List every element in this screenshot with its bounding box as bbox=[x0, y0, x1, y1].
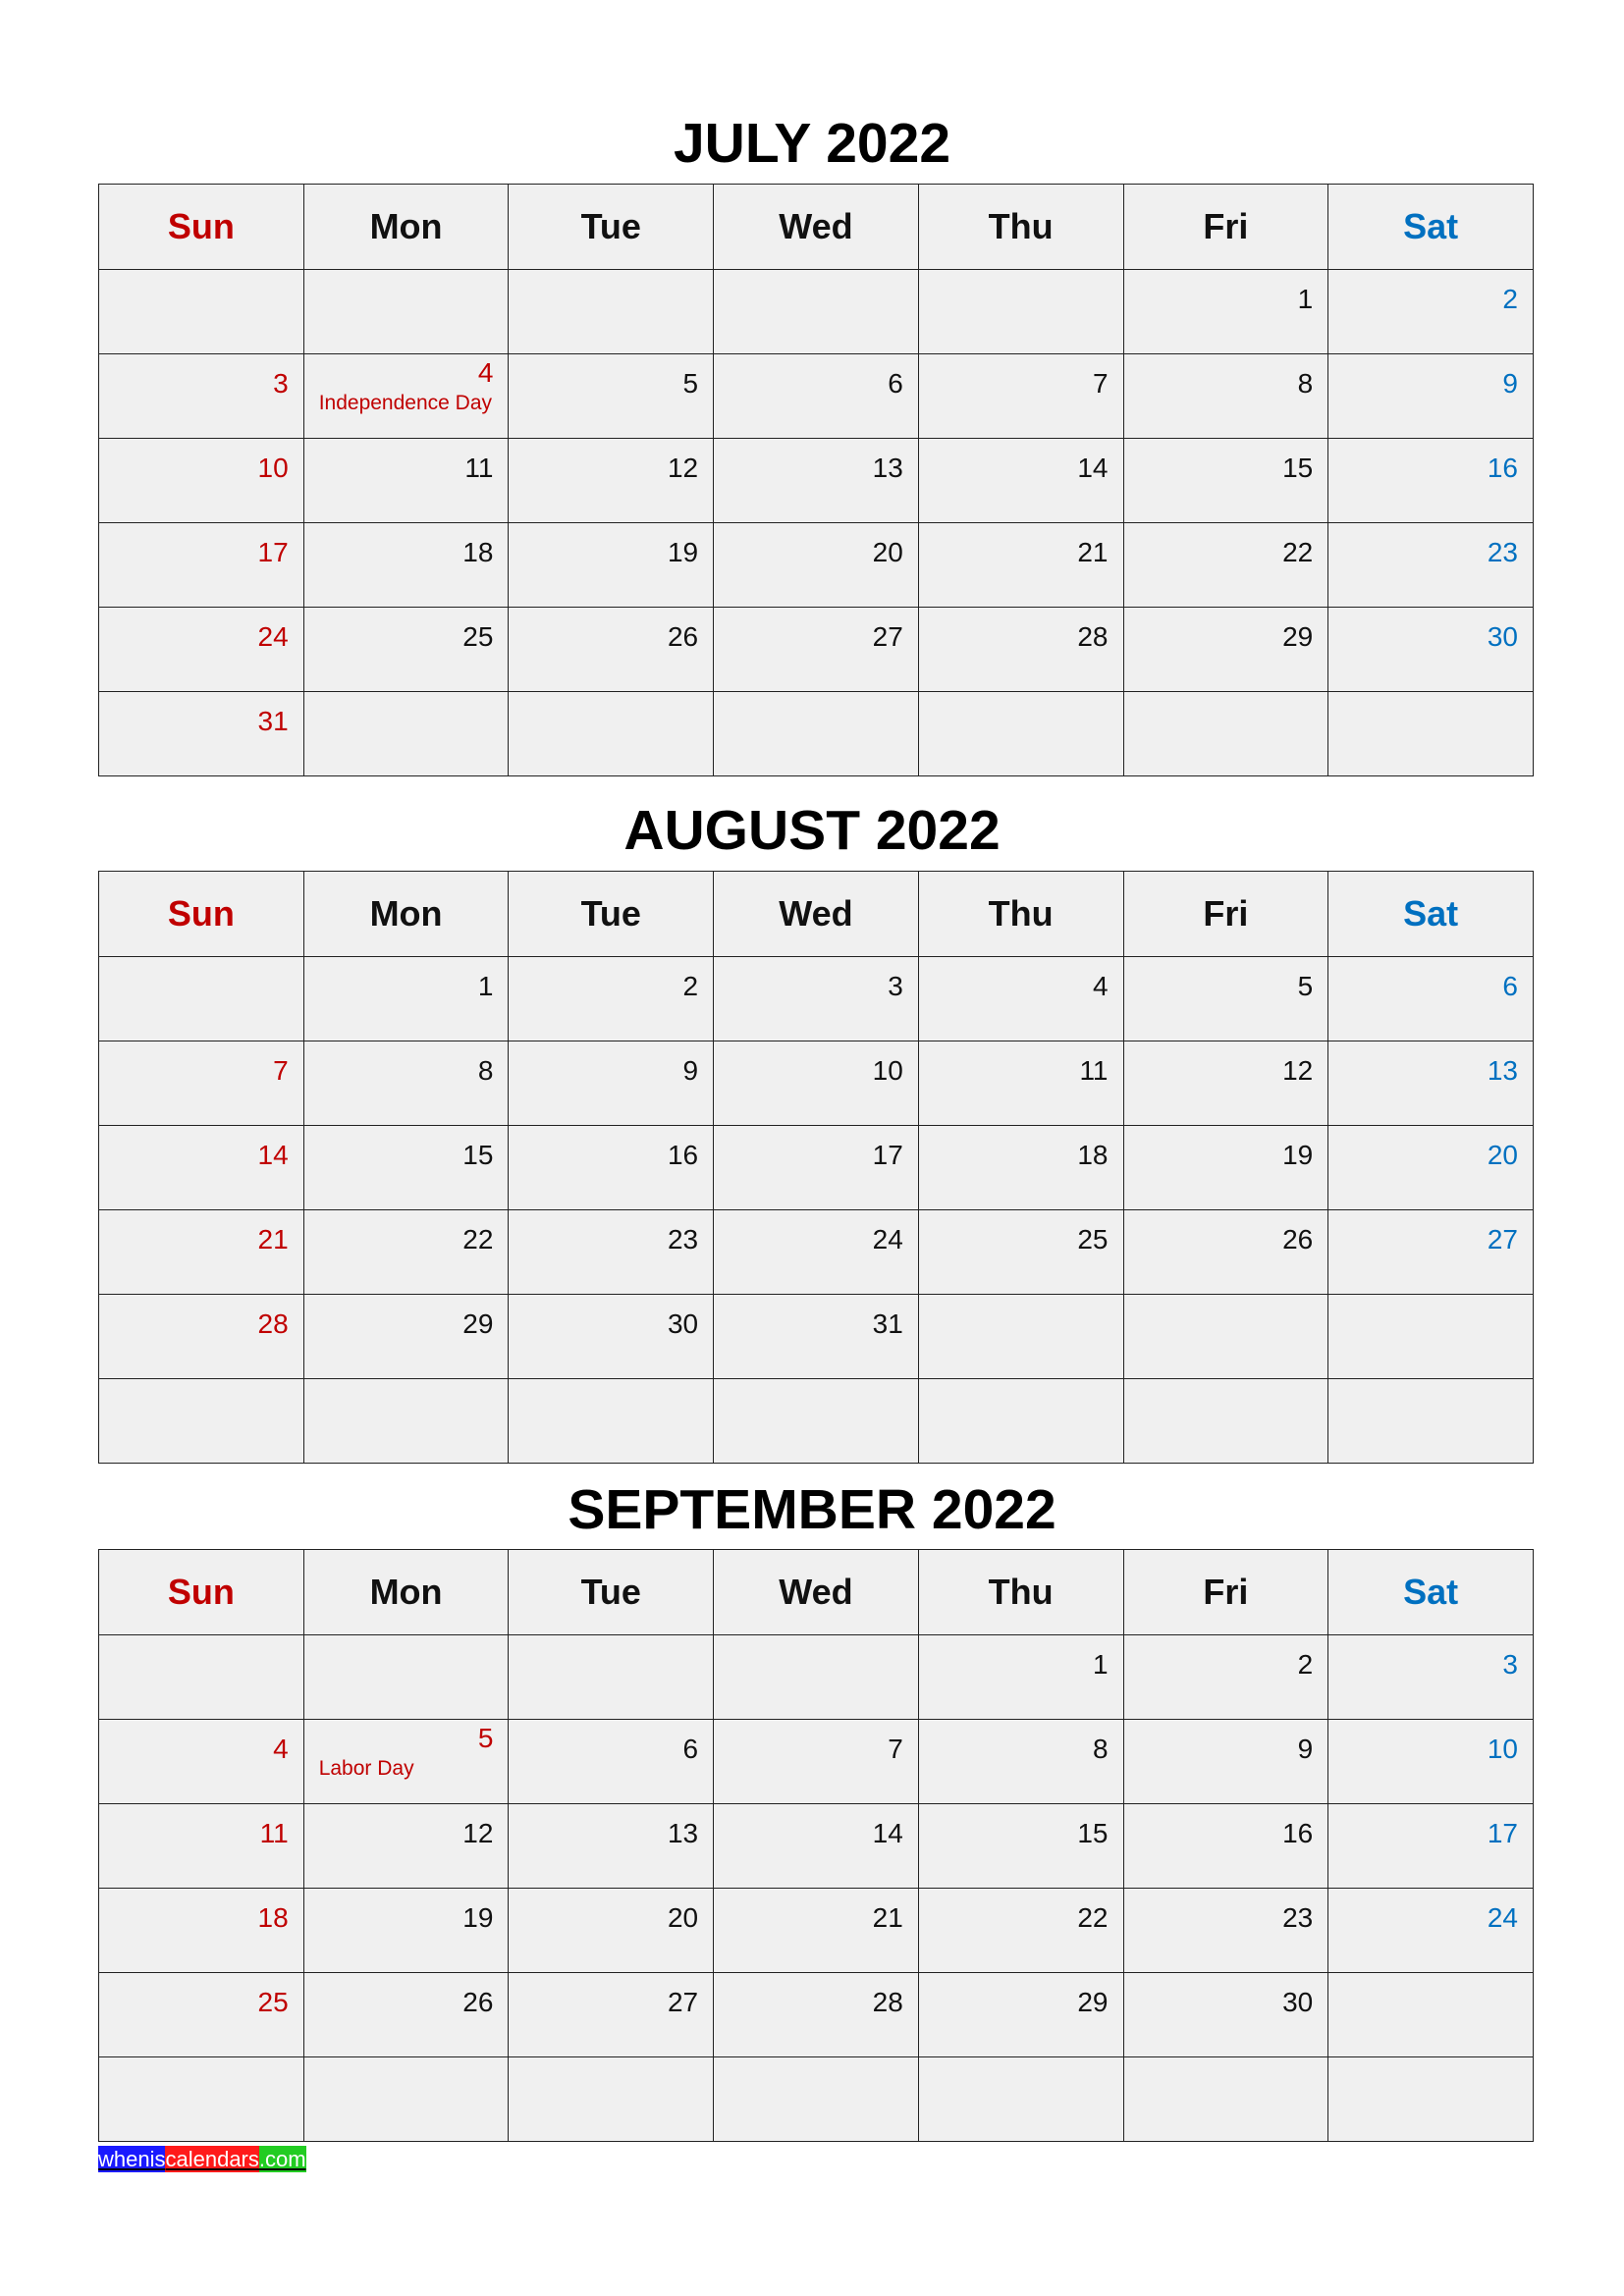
day-number: 26 bbox=[667, 621, 699, 652]
day-cell bbox=[1328, 2057, 1534, 2142]
day-number: 25 bbox=[257, 1987, 289, 2017]
week-row bbox=[99, 523, 1534, 608]
day-cell bbox=[714, 439, 919, 523]
day-cell bbox=[509, 1041, 714, 1126]
day-number: 15 bbox=[1077, 1818, 1109, 1848]
day-cell bbox=[303, 1041, 509, 1126]
month-grid bbox=[98, 871, 1534, 1464]
day-number: 5 bbox=[1297, 971, 1314, 1001]
day-number: 3 bbox=[273, 368, 289, 399]
week-row bbox=[99, 1126, 1534, 1210]
day-cell bbox=[99, 1889, 304, 1973]
day-cell bbox=[918, 1295, 1123, 1379]
day-number: 2 bbox=[1502, 284, 1518, 314]
day-number: 18 bbox=[462, 537, 494, 567]
day-cell bbox=[509, 1379, 714, 1464]
day-cell bbox=[714, 523, 919, 608]
day-number: 23 bbox=[1282, 1902, 1314, 1933]
day-number: 3 bbox=[1502, 1649, 1518, 1680]
day-number: 7 bbox=[1092, 368, 1109, 399]
weekday-header: Thu bbox=[918, 185, 1123, 270]
weekday-header: Mon bbox=[303, 185, 509, 270]
day-cell bbox=[303, 354, 509, 439]
day-cell bbox=[1328, 608, 1534, 692]
day-cell bbox=[1328, 692, 1534, 776]
weekday-header: Tue bbox=[509, 872, 714, 957]
day-number: 11 bbox=[259, 1818, 289, 1848]
day-number: 1 bbox=[477, 971, 494, 1001]
day-cell bbox=[303, 270, 509, 354]
day-number: 16 bbox=[667, 1140, 699, 1170]
day-cell bbox=[303, 1295, 509, 1379]
day-cell bbox=[714, 2057, 919, 2142]
day-number: 17 bbox=[1487, 1818, 1518, 1848]
week-row bbox=[99, 1295, 1534, 1379]
day-number: 30 bbox=[667, 1308, 699, 1339]
day-cell bbox=[1123, 1295, 1328, 1379]
weekday-header: Sat bbox=[1328, 185, 1534, 270]
day-cell bbox=[1328, 1041, 1534, 1126]
weekday-header: Sat bbox=[1328, 1550, 1534, 1635]
day-number: 14 bbox=[872, 1818, 903, 1848]
day-cell bbox=[714, 1126, 919, 1210]
week-row bbox=[99, 1973, 1534, 2057]
day-number: 15 bbox=[1282, 453, 1314, 483]
day-number: 20 bbox=[667, 1902, 699, 1933]
day-number: 13 bbox=[1487, 1055, 1518, 1086]
weekday-header: Mon bbox=[303, 872, 509, 957]
site-link-part-3: .com bbox=[258, 2147, 306, 2171]
day-cell bbox=[1123, 1210, 1328, 1295]
day-number: 14 bbox=[1077, 453, 1109, 483]
day-cell bbox=[918, 692, 1123, 776]
week-row bbox=[99, 1041, 1534, 1126]
day-number: 23 bbox=[1487, 537, 1518, 567]
day-number: 13 bbox=[667, 1818, 699, 1848]
day-number: 26 bbox=[462, 1987, 494, 2017]
day-number: 22 bbox=[1282, 537, 1314, 567]
day-cell bbox=[509, 1210, 714, 1295]
day-cell bbox=[1123, 523, 1328, 608]
week-row bbox=[99, 439, 1534, 523]
day-number: 9 bbox=[682, 1055, 699, 1086]
day-cell bbox=[99, 439, 304, 523]
day-cell bbox=[714, 1210, 919, 1295]
week-row bbox=[99, 1635, 1534, 1720]
day-cell bbox=[1328, 439, 1534, 523]
day-number: 10 bbox=[1487, 1734, 1518, 1764]
day-cell bbox=[714, 692, 919, 776]
day-cell bbox=[714, 1889, 919, 1973]
day-number: 24 bbox=[872, 1224, 903, 1255]
weekday-header: Fri bbox=[1123, 1550, 1328, 1635]
day-number: 26 bbox=[1282, 1224, 1314, 1255]
day-cell bbox=[714, 957, 919, 1041]
day-number: 2 bbox=[682, 971, 699, 1001]
day-number: 9 bbox=[1502, 368, 1518, 399]
day-cell bbox=[1328, 1295, 1534, 1379]
weekday-header: Tue bbox=[509, 185, 714, 270]
day-cell bbox=[509, 354, 714, 439]
day-number: 28 bbox=[1077, 621, 1109, 652]
day-cell bbox=[509, 1720, 714, 1804]
day-number: 29 bbox=[1077, 1987, 1109, 2017]
week-row bbox=[99, 692, 1534, 776]
weekday-header-row bbox=[99, 185, 1534, 270]
day-number: 16 bbox=[1282, 1818, 1314, 1848]
day-cell bbox=[99, 1720, 304, 1804]
day-number: 15 bbox=[462, 1140, 494, 1170]
day-number: 7 bbox=[273, 1055, 289, 1086]
day-number: 22 bbox=[462, 1224, 494, 1255]
day-cell bbox=[303, 1210, 509, 1295]
day-number: 27 bbox=[872, 621, 903, 652]
day-number: 12 bbox=[667, 453, 699, 483]
week-row bbox=[99, 1210, 1534, 1295]
day-cell bbox=[1328, 1889, 1534, 1973]
day-cell bbox=[918, 1210, 1123, 1295]
day-cell bbox=[303, 1889, 509, 1973]
day-number: 19 bbox=[667, 537, 699, 567]
day-cell bbox=[1123, 439, 1328, 523]
week-row bbox=[99, 957, 1534, 1041]
weekday-header: Sun bbox=[99, 872, 304, 957]
day-cell bbox=[303, 1804, 509, 1889]
day-number: 8 bbox=[1297, 368, 1314, 399]
day-number: 6 bbox=[682, 1734, 699, 1764]
day-number: 1 bbox=[1092, 1649, 1109, 1680]
day-number: 4 bbox=[477, 357, 494, 388]
day-cell bbox=[1123, 270, 1328, 354]
day-cell bbox=[714, 1635, 919, 1720]
day-cell bbox=[99, 1379, 304, 1464]
site-link[interactable] bbox=[98, 2146, 306, 2172]
day-cell bbox=[1328, 1973, 1534, 2057]
day-cell bbox=[303, 523, 509, 608]
day-cell bbox=[303, 1973, 509, 2057]
day-cell bbox=[714, 1379, 919, 1464]
day-cell bbox=[918, 2057, 1123, 2142]
day-cell bbox=[1328, 1379, 1534, 1464]
day-cell bbox=[99, 523, 304, 608]
day-cell bbox=[1123, 1889, 1328, 1973]
day-cell bbox=[1123, 1804, 1328, 1889]
day-cell bbox=[303, 692, 509, 776]
day-number: 16 bbox=[1487, 453, 1518, 483]
day-cell bbox=[509, 692, 714, 776]
week-row bbox=[99, 354, 1534, 439]
weekday-header: Tue bbox=[509, 1550, 714, 1635]
day-number: 21 bbox=[872, 1902, 903, 1933]
day-number: 3 bbox=[888, 971, 903, 1001]
day-cell bbox=[99, 354, 304, 439]
day-number: 27 bbox=[667, 1987, 699, 2017]
day-number: 13 bbox=[872, 453, 903, 483]
site-link-part-2: calendars bbox=[165, 2147, 259, 2171]
weekday-header: Wed bbox=[714, 1550, 919, 1635]
day-number: 29 bbox=[1282, 621, 1314, 652]
day-cell bbox=[714, 1804, 919, 1889]
day-cell bbox=[1123, 2057, 1328, 2142]
day-cell bbox=[918, 1889, 1123, 1973]
day-cell bbox=[303, 957, 509, 1041]
day-cell bbox=[99, 608, 304, 692]
day-number: 28 bbox=[257, 1308, 289, 1339]
day-cell bbox=[99, 1973, 304, 2057]
day-number: 5 bbox=[682, 368, 699, 399]
day-cell bbox=[1328, 523, 1534, 608]
day-number: 12 bbox=[1282, 1055, 1314, 1086]
day-number: 20 bbox=[1487, 1140, 1518, 1170]
day-number: 31 bbox=[257, 706, 289, 736]
week-row bbox=[99, 1804, 1534, 1889]
day-cell bbox=[1123, 1379, 1328, 1464]
day-number: 6 bbox=[888, 368, 903, 399]
day-number: 30 bbox=[1282, 1987, 1314, 2017]
day-cell bbox=[509, 1889, 714, 1973]
day-cell bbox=[509, 1295, 714, 1379]
day-cell bbox=[1123, 608, 1328, 692]
day-cell bbox=[1123, 1041, 1328, 1126]
day-cell bbox=[918, 354, 1123, 439]
day-cell bbox=[714, 354, 919, 439]
day-cell bbox=[509, 957, 714, 1041]
day-cell bbox=[1328, 1210, 1534, 1295]
day-number: 20 bbox=[872, 537, 903, 567]
day-cell bbox=[99, 1635, 304, 1720]
day-cell bbox=[918, 439, 1123, 523]
day-cell bbox=[714, 1720, 919, 1804]
day-cell bbox=[99, 270, 304, 354]
day-number: 17 bbox=[872, 1140, 903, 1170]
day-cell bbox=[509, 523, 714, 608]
month-grid bbox=[98, 184, 1534, 776]
day-cell bbox=[918, 1804, 1123, 1889]
day-cell bbox=[1123, 1720, 1328, 1804]
day-number: 10 bbox=[872, 1055, 903, 1086]
day-number: 6 bbox=[1502, 971, 1518, 1001]
day-cell bbox=[99, 2057, 304, 2142]
day-cell bbox=[1328, 1804, 1534, 1889]
week-row bbox=[99, 270, 1534, 354]
day-number: 25 bbox=[1077, 1224, 1109, 1255]
day-number: 19 bbox=[1282, 1140, 1314, 1170]
weekday-header: Sun bbox=[99, 185, 304, 270]
day-number: 22 bbox=[1077, 1902, 1109, 1933]
day-cell bbox=[1328, 354, 1534, 439]
day-number: 4 bbox=[1092, 971, 1109, 1001]
day-cell bbox=[509, 608, 714, 692]
day-number: 18 bbox=[1077, 1140, 1109, 1170]
day-cell bbox=[918, 1635, 1123, 1720]
day-number: 24 bbox=[1487, 1902, 1518, 1933]
day-cell bbox=[1123, 1635, 1328, 1720]
day-number: 29 bbox=[462, 1308, 494, 1339]
weekday-header: Sat bbox=[1328, 872, 1534, 957]
weekday-header-row bbox=[99, 872, 1534, 957]
day-cell bbox=[1123, 692, 1328, 776]
day-cell bbox=[303, 1720, 509, 1804]
day-cell bbox=[1328, 1720, 1534, 1804]
holiday-label: Independence Day bbox=[318, 392, 493, 414]
day-number: 14 bbox=[257, 1140, 289, 1170]
day-number: 12 bbox=[462, 1818, 494, 1848]
day-number: 11 bbox=[464, 453, 494, 483]
month-title: AUGUST 2022 bbox=[623, 799, 1001, 862]
day-number: 28 bbox=[872, 1987, 903, 2017]
weekday-header: Fri bbox=[1123, 872, 1328, 957]
day-cell bbox=[99, 1041, 304, 1126]
week-row bbox=[99, 1889, 1534, 1973]
day-number: 2 bbox=[1297, 1649, 1314, 1680]
day-number: 31 bbox=[872, 1308, 903, 1339]
day-cell bbox=[714, 1041, 919, 1126]
site-link-part-1: whenis bbox=[98, 2147, 166, 2171]
day-cell bbox=[303, 1126, 509, 1210]
day-cell bbox=[714, 608, 919, 692]
day-number: 27 bbox=[1487, 1224, 1518, 1255]
weekday-header: Wed bbox=[714, 872, 919, 957]
day-cell bbox=[303, 1379, 509, 1464]
month-grid bbox=[98, 1549, 1534, 2142]
day-cell bbox=[714, 270, 919, 354]
day-number: 25 bbox=[462, 621, 494, 652]
month-title: JULY 2022 bbox=[673, 112, 951, 175]
day-cell bbox=[1328, 1635, 1534, 1720]
day-cell bbox=[714, 1973, 919, 2057]
holiday-label: Labor Day bbox=[318, 1757, 414, 1780]
weekday-header: Thu bbox=[918, 1550, 1123, 1635]
day-cell bbox=[303, 608, 509, 692]
week-row bbox=[99, 1379, 1534, 1464]
day-cell bbox=[1123, 1126, 1328, 1210]
day-number: 10 bbox=[257, 453, 289, 483]
day-number: 21 bbox=[1077, 537, 1109, 567]
day-cell bbox=[509, 1635, 714, 1720]
day-cell bbox=[509, 439, 714, 523]
day-number: 4 bbox=[273, 1734, 289, 1764]
day-number: 7 bbox=[888, 1734, 903, 1764]
day-cell bbox=[918, 1041, 1123, 1126]
month-title: SEPTEMBER 2022 bbox=[568, 1478, 1056, 1541]
day-cell bbox=[509, 2057, 714, 2142]
weekday-header: Mon bbox=[303, 1550, 509, 1635]
day-cell bbox=[509, 1804, 714, 1889]
day-cell bbox=[99, 1210, 304, 1295]
day-cell bbox=[509, 270, 714, 354]
day-number: 24 bbox=[257, 621, 289, 652]
day-cell bbox=[1328, 270, 1534, 354]
day-number: 18 bbox=[257, 1902, 289, 1933]
day-cell bbox=[99, 1804, 304, 1889]
day-number: 19 bbox=[462, 1902, 494, 1933]
weekday-header: Wed bbox=[714, 185, 919, 270]
day-cell bbox=[714, 1295, 919, 1379]
day-cell bbox=[303, 2057, 509, 2142]
day-cell bbox=[509, 1973, 714, 2057]
day-cell bbox=[1328, 957, 1534, 1041]
week-row bbox=[99, 608, 1534, 692]
day-cell bbox=[918, 1720, 1123, 1804]
day-cell bbox=[918, 1379, 1123, 1464]
weekday-header: Fri bbox=[1123, 185, 1328, 270]
day-number: 8 bbox=[477, 1055, 494, 1086]
day-cell bbox=[918, 1973, 1123, 2057]
day-number: 1 bbox=[1297, 284, 1314, 314]
day-cell bbox=[918, 608, 1123, 692]
day-cell bbox=[1123, 957, 1328, 1041]
weekday-header: Thu bbox=[918, 872, 1123, 957]
day-cell bbox=[99, 692, 304, 776]
day-cell bbox=[918, 270, 1123, 354]
day-cell bbox=[303, 1635, 509, 1720]
day-number: 5 bbox=[477, 1723, 494, 1753]
day-cell bbox=[1123, 354, 1328, 439]
day-cell bbox=[303, 439, 509, 523]
day-cell bbox=[918, 523, 1123, 608]
day-cell bbox=[1328, 1126, 1534, 1210]
week-row bbox=[99, 2057, 1534, 2142]
day-number: 8 bbox=[1092, 1734, 1109, 1764]
weekday-header: Sun bbox=[99, 1550, 304, 1635]
day-cell bbox=[99, 1126, 304, 1210]
day-number: 9 bbox=[1297, 1734, 1314, 1764]
weekday-header-row bbox=[99, 1550, 1534, 1635]
day-number: 11 bbox=[1079, 1055, 1109, 1086]
day-cell bbox=[99, 957, 304, 1041]
week-row bbox=[99, 1720, 1534, 1804]
day-cell bbox=[918, 1126, 1123, 1210]
day-number: 17 bbox=[257, 537, 289, 567]
day-number: 23 bbox=[667, 1224, 699, 1255]
day-cell bbox=[918, 957, 1123, 1041]
day-number: 30 bbox=[1487, 621, 1518, 652]
day-cell bbox=[99, 1295, 304, 1379]
day-cell bbox=[1123, 1973, 1328, 2057]
day-number: 21 bbox=[257, 1224, 289, 1255]
day-cell bbox=[509, 1126, 714, 1210]
